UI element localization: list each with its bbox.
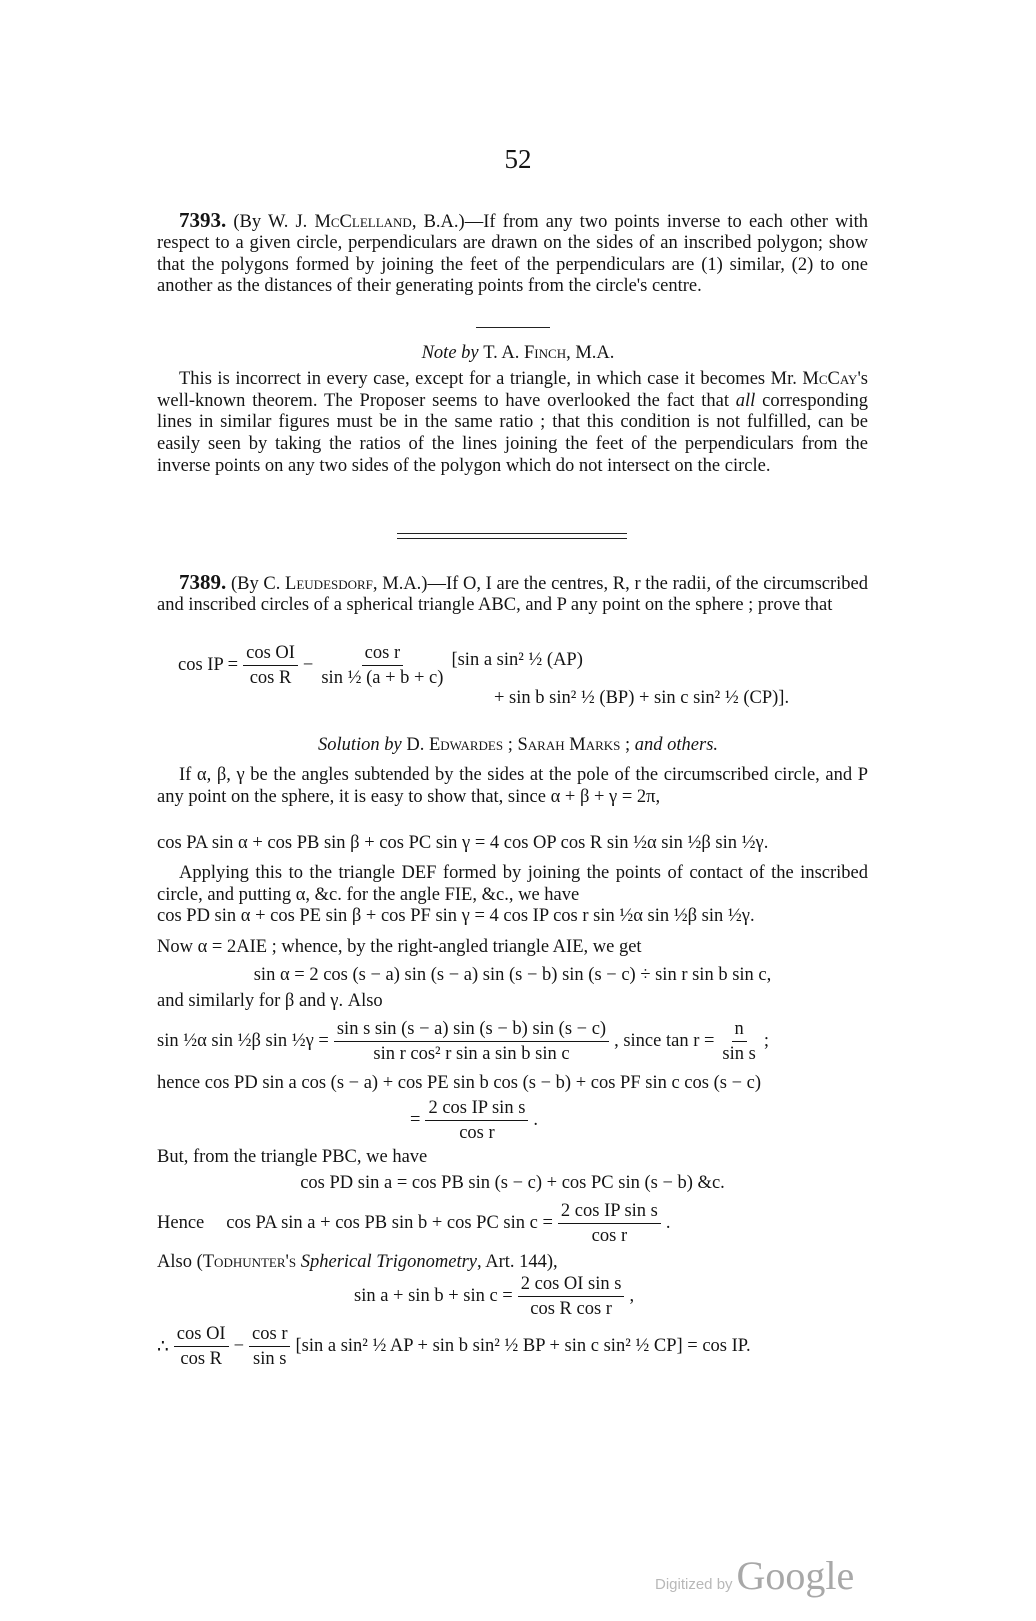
numerator: cos r	[362, 642, 403, 666]
solution-para2: Applying this to the triangle DEF formed by joining the points of contact of the inscribed circle, and putting α, &c. for the angle FIE, &c., we have	[157, 863, 868, 905]
problem-author: Leudesdorf	[285, 574, 373, 594]
numerator: 2 cos OI sin s	[518, 1273, 625, 1297]
numerator: n	[732, 1018, 747, 1042]
eq-end: .	[665, 1213, 671, 1233]
formula-7389	[178, 642, 889, 689]
fraction	[249, 1323, 290, 1370]
fraction	[318, 642, 446, 689]
problem-author: McClelland	[314, 212, 412, 232]
problem-number: 7389.	[179, 570, 227, 594]
denominator: cos R cos r	[530, 1299, 612, 1319]
fraction	[174, 1323, 229, 1370]
denominator: cos r	[459, 1123, 495, 1143]
note-text-c: corresponding lines in similar figures must be in the same ratio ; that this condition is not fulfilled, can be easily seen by taking the ratios of the lines joining the feet of the perpendiculars from the inverse points on any two sides of the polygon which do not intersect on the circle.	[157, 390, 868, 476]
problem-text: (By W. J.	[226, 212, 315, 232]
equation-2: cos PD sin α + cos PE sin β + cos PF sin γ = 4 cos IP cos r sin ½α sin ½β sin ½γ.	[157, 906, 755, 926]
equation-3: sin α = 2 cos (s − a) sin (s − a) sin (s − b) sin (s − c) ÷ sin r sin b sin c,	[253, 965, 772, 985]
note-label: Note by	[421, 343, 479, 363]
problem-text: , M.A.)—If O, I are the centres, R, r the radii, of the circumscribed and inscribed circles of a spherical triangle ABC, and P any point on the sphere ; prove that	[157, 574, 868, 616]
solution-heading	[0, 735, 1036, 756]
formula-lhs: cos IP =	[178, 655, 239, 675]
denominator: sin s	[253, 1349, 287, 1369]
book-title: Spherical Trigonometry	[300, 1252, 477, 1272]
numerator: sin s sin (s − a) sin (s − b) sin (s − c)	[334, 1018, 609, 1042]
denominator: sin s	[722, 1044, 756, 1064]
solution-label: Solution by	[317, 735, 402, 755]
denominator: cos r	[591, 1226, 628, 1246]
fraction	[425, 1097, 528, 1144]
numerator: cos OI	[243, 642, 298, 666]
equation-8	[354, 1273, 634, 1320]
solution-para1: If α, β, γ be the angles subtended by the sides at the pole of the circumscribed circle, and P any point on the sphere, it is easy to show that, since α + β + γ = 2π,	[157, 765, 868, 807]
problem-text: , B.A.)—If from any two points inverse to each other with respect to a given circle, perpendiculars are drawn on the sides of an inscribed polygon; show that the polygons formed by joining the feet of the perpendiculars are (1) similar, (2) to one another as the distances of their generating points from the circle's centre.	[157, 212, 868, 297]
numerator: cos OI	[174, 1323, 229, 1347]
divider	[476, 327, 550, 328]
digitized-watermark	[655, 1552, 854, 1599]
numerator: 2 cos IP sin s	[558, 1200, 661, 1224]
equation-7	[157, 1200, 868, 1247]
numerator: 2 cos IP sin s	[425, 1097, 528, 1121]
equals: =	[410, 1110, 421, 1130]
eq-end: ,	[629, 1286, 635, 1306]
problem-7393	[157, 210, 868, 298]
eq-lhs: sin ½α sin ½β sin ½γ =	[157, 1031, 329, 1051]
solution-authors: D. Edwardes ; Sarah Marks ;	[406, 735, 631, 755]
note-heading	[0, 343, 1036, 364]
double-rule-bottom	[397, 538, 627, 539]
solution-others: and others.	[634, 735, 719, 755]
problem-7389	[157, 572, 868, 617]
equation-4	[157, 1018, 868, 1065]
also-line	[157, 1252, 868, 1273]
problem-text: (By C.	[226, 574, 286, 594]
note-text-b: 's well-known theorem. The Proposer seems to have overlooked the fact that	[157, 369, 868, 411]
note-text	[157, 369, 868, 478]
fraction	[243, 642, 298, 689]
similarly-line: and similarly for β and γ. Also	[157, 991, 383, 1011]
author-name: Todhunter's	[202, 1252, 297, 1272]
denominator: cos R	[180, 1349, 222, 1369]
equation-6: cos PD sin a = cos PB sin (s − c) + cos PC sin (s − b) &c.	[300, 1173, 725, 1193]
also-post: , Art. 144),	[477, 1252, 558, 1272]
minus-sign: −	[302, 655, 314, 675]
note-emphasis: all	[735, 390, 756, 411]
eq-end: ;	[763, 1031, 769, 1051]
page-number: 52	[504, 144, 532, 174]
fraction	[558, 1200, 661, 1247]
formula-line2: + sin b sin² ½ (BP) + sin c sin² ½ (CP)].	[494, 688, 790, 708]
eq-end: .	[533, 1110, 539, 1130]
denominator: cos R	[249, 668, 292, 688]
note-author: T. A. Finch, M.A.	[483, 343, 615, 363]
double-rule-top	[397, 533, 627, 534]
problem-number: 7393.	[179, 208, 227, 232]
now-line: Now α = 2AIE ; whence, by the right-angled triangle AIE, we get	[157, 937, 642, 957]
digitized-label: Digitized by	[655, 1576, 733, 1593]
equation-5	[410, 1097, 538, 1144]
minus-sign: −	[233, 1336, 245, 1356]
formula-tail: [sin a sin² ½ (AP)	[451, 650, 583, 670]
also-pre: Also (	[157, 1252, 203, 1272]
google-logo: Google	[736, 1553, 855, 1598]
fraction	[719, 1018, 758, 1065]
eq-lhs: cos PA sin a + cos PB sin b + cos PC sin c =	[226, 1213, 553, 1233]
eq-tail: [sin a sin² ½ AP + sin b sin² ½ BP + sin c sin² ½ CP] = cos IP.	[295, 1336, 751, 1356]
fraction	[518, 1273, 625, 1320]
denominator: sin r cos² r sin a sin b sin c	[373, 1044, 570, 1064]
eq-mid: , since tan r =	[614, 1031, 715, 1051]
fraction	[334, 1018, 609, 1065]
therefore-symbol: ∴	[157, 1336, 169, 1357]
eq-lhs: sin a + sin b + sin c =	[354, 1286, 513, 1306]
note-text-a: This is incorrect in every case, except for a triangle, in which case it becomes Mr.	[179, 369, 803, 389]
but-line: But, from the triangle PBC, we have	[157, 1147, 428, 1167]
denominator: sin ½ (a + b + c)	[321, 668, 444, 688]
note-name: McCay	[802, 369, 858, 389]
hence-label: Hence	[157, 1213, 205, 1233]
equation-1: cos PA sin α + cos PB sin β + cos PC sin γ = 4 cos OP cos R sin ½α sin ½β sin ½γ.	[157, 833, 769, 853]
hence-line: hence cos PD sin a cos (s − a) + cos PE sin b cos (s − b) + cos PF sin c cos (s − c)	[157, 1073, 762, 1093]
numerator: cos r	[249, 1323, 290, 1347]
equation-9	[157, 1323, 868, 1370]
